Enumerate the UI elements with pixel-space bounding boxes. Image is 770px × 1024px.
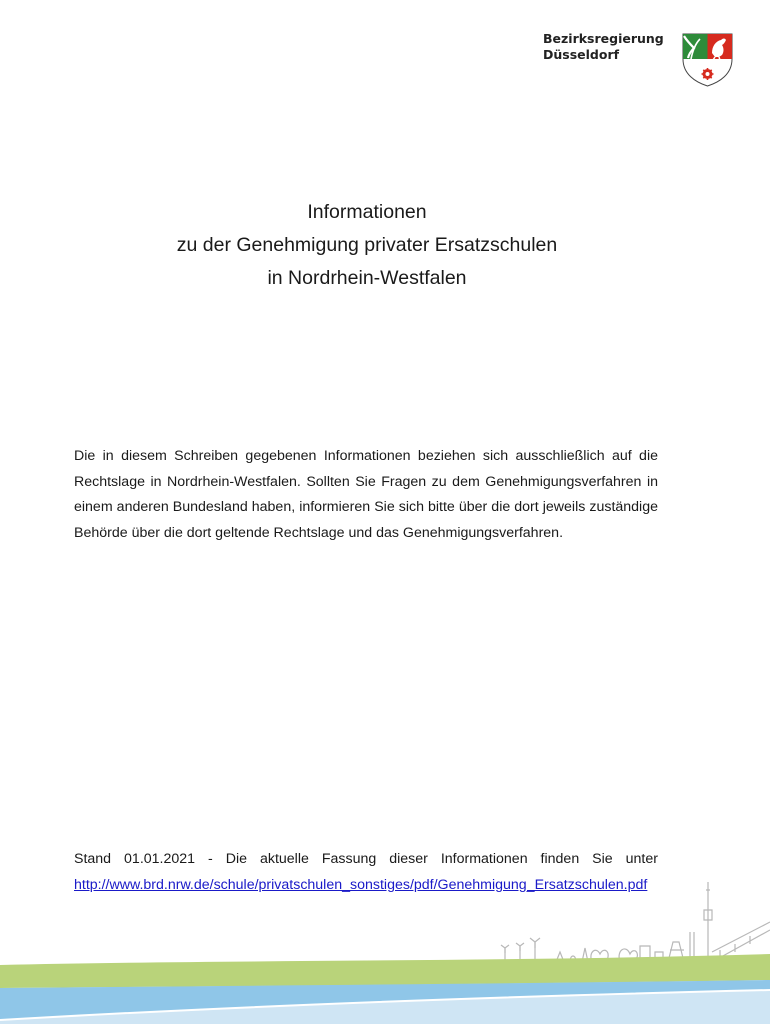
- skyline-silhouette: [501, 882, 770, 962]
- nrw-coat-of-arms-icon: [679, 31, 736, 88]
- landscape-footer-illustration: [0, 870, 770, 1024]
- title-line1: Informationen: [307, 201, 427, 223]
- title-line3: in Nordrhein-Westfalen: [267, 267, 467, 289]
- intro-paragraph: Die in diesem Schreiben gegebenen Informationen beziehen sich ausschließlich auf die Rechtslage in Nordrhein-Westfalen. Sollten Sie Fragen zu dem Genehmigungsverfahren in einem anderen Bundesland haben, informieren Sie sich bitte über die dort jeweils zuständige Behörde über die dort geltende Rechtslage und das Genehmigungsverfahren.: [74, 448, 658, 541]
- organization-name-line1: Bezirksregierung: [543, 31, 664, 46]
- stand-text: Stand 01.01.2021 - Die aktuelle Fassung dieser Informationen finden Sie unter: [74, 851, 658, 867]
- title-line2: zu der Genehmigung privater Ersatzschulen: [176, 234, 558, 256]
- organization-name-line2: Düsseldorf: [543, 47, 620, 62]
- document-link[interactable]: http://www.brd.nrw.de/schule/privatschulen_sonstiges/pdf/Genehmigung_Ersatzschulen.pdf: [74, 877, 648, 893]
- organization-name: [543, 31, 664, 63]
- document-title: [0, 196, 734, 295]
